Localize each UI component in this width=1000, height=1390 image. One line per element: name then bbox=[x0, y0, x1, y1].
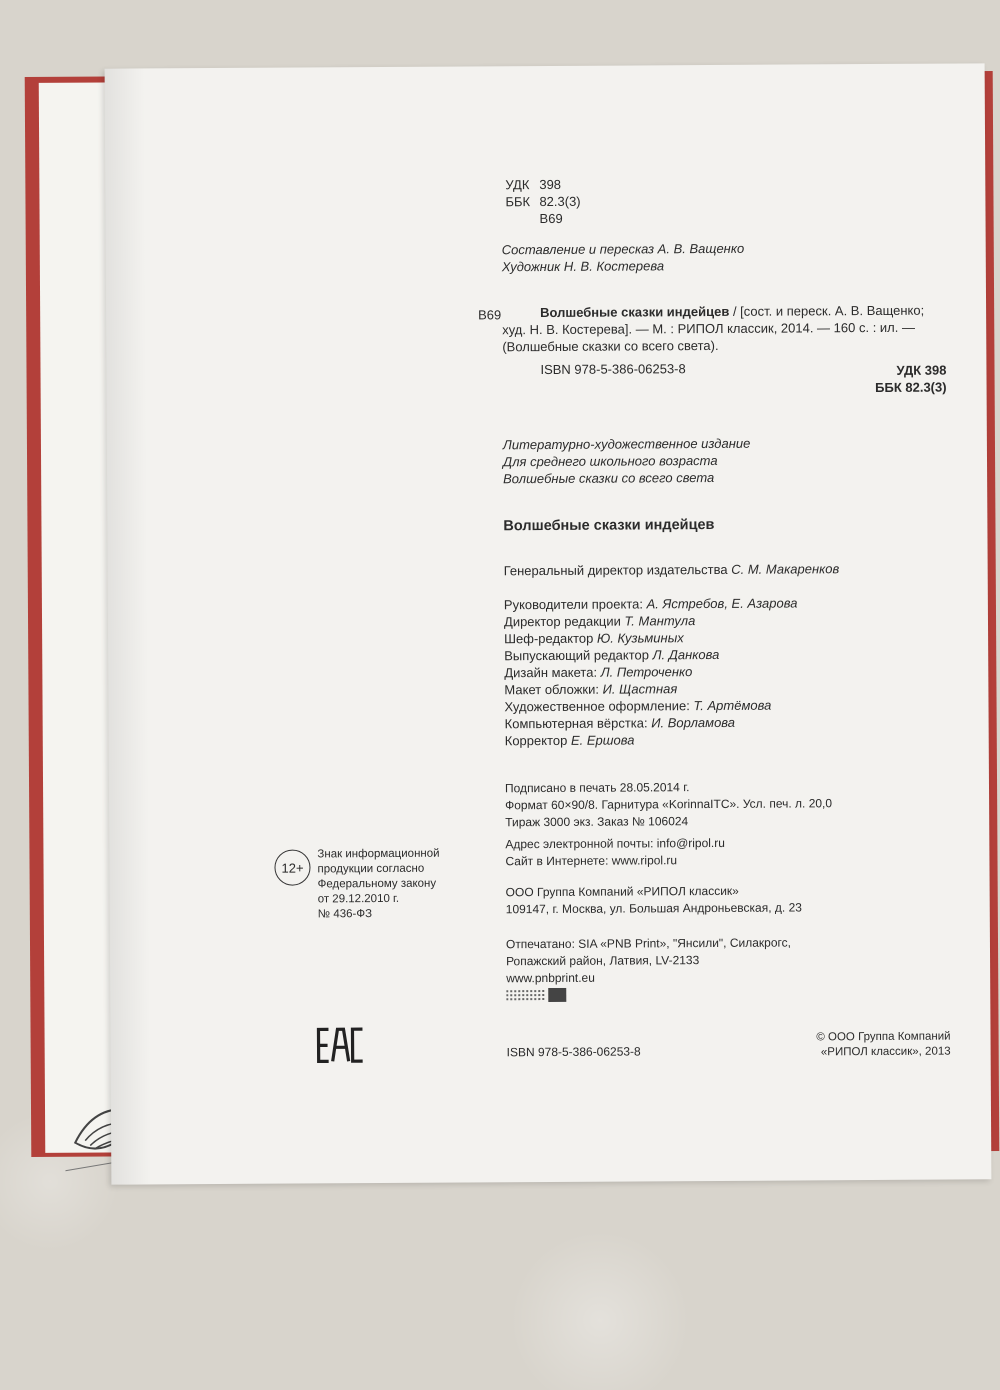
staff-role: Руководители проекта: bbox=[503, 596, 647, 613]
print-line: Подписано в печать 28.05.2014 г. bbox=[504, 780, 690, 796]
catalog-title: Волшебные сказки индейцев bbox=[540, 303, 730, 321]
staff-row bbox=[505, 730, 799, 749]
staff-row bbox=[505, 713, 799, 732]
bottom-isbn: ISBN 978-5-386-06253-8 bbox=[506, 1044, 641, 1060]
age-rating-text bbox=[317, 847, 440, 923]
contact-line: Сайт в Интернете: www.ripol.ru bbox=[505, 853, 678, 869]
staff-row bbox=[504, 679, 798, 698]
imprint-page bbox=[105, 63, 992, 1184]
catalog-udk-right bbox=[836, 362, 946, 397]
udk-right: УДК 398 bbox=[896, 362, 947, 378]
staff-role: Выпускающий редактор bbox=[504, 647, 653, 664]
staff-row bbox=[504, 662, 798, 681]
age-rating-line: № 436-ФЗ bbox=[317, 908, 373, 921]
age-rating-line: Знак информационной bbox=[317, 847, 440, 861]
printer-line: Ропажский район, Латвия, LV-2133 bbox=[506, 953, 700, 969]
copyright-line: «РИПОЛ классик», 2013 bbox=[820, 1045, 951, 1059]
staff-row bbox=[504, 594, 798, 613]
print-line: Формат 60×90/8. Гарнитура «KorinnaITC». Усл. печ. л. 20,0 bbox=[505, 796, 833, 813]
age-rating-badge: 12+ bbox=[274, 849, 310, 885]
bbk-label: ББК bbox=[505, 194, 531, 210]
staff-list bbox=[504, 594, 798, 749]
contact-line: Адрес электронной почты: info@ripol.ru bbox=[505, 835, 725, 852]
udk-value: 398 bbox=[539, 176, 562, 193]
staff-role: Шеф-редактор bbox=[504, 630, 598, 647]
staff-role: Компьютерная вёрстка: bbox=[504, 715, 652, 732]
edition-line: Волшебные сказки со всего света bbox=[503, 469, 715, 487]
print-info bbox=[505, 778, 832, 831]
pnb-print-logo-icon bbox=[506, 988, 568, 1006]
publisher bbox=[506, 882, 802, 918]
eac-mark-icon bbox=[316, 1025, 364, 1065]
staff-name: А. Ястребов, Е. Азарова bbox=[646, 595, 798, 612]
age-rating-line: продукции согласно bbox=[317, 862, 425, 876]
staff-role: Директор редакции bbox=[503, 613, 625, 630]
staff-row bbox=[504, 628, 798, 647]
publisher-line: ООО Группа Компаний «РИПОЛ классик» bbox=[505, 883, 739, 900]
staff-role: Дизайн макета: bbox=[504, 664, 601, 681]
printer-line: www.pnbprint.eu bbox=[506, 970, 595, 986]
contacts bbox=[505, 835, 725, 870]
credit-line: Составление и пересказ А. В. Ващенко bbox=[501, 240, 745, 258]
catalog-isbn: ISBN 978-5-386-06253-8 bbox=[540, 361, 686, 378]
staff-name: Т. Артёмова bbox=[693, 697, 772, 714]
credit-line: Художник Н. В. Костерева bbox=[501, 258, 665, 275]
staff-role: Художественное оформление: bbox=[504, 698, 694, 715]
edition-line: Литературно-художественное издание bbox=[502, 435, 751, 453]
catalog-line3: (Волшебные сказки со всего света). bbox=[502, 337, 719, 355]
age-rating-line: Федеральному закону bbox=[317, 877, 437, 891]
general-director-name: С. М. Макаренков bbox=[731, 561, 840, 577]
staff-row bbox=[504, 696, 798, 715]
udk-block bbox=[505, 176, 581, 227]
catalog-line1: / [сост. и переск. А. В. Ващенко; bbox=[729, 302, 925, 319]
udk-label: УДК bbox=[505, 177, 530, 193]
catalog-line2: худ. Н. В. Костерева]. — М. : РИПОЛ классик, 2014. — 160 с. : ил. — bbox=[502, 319, 916, 338]
general-director-label: Генеральный директор издательства bbox=[503, 561, 732, 579]
staff-row bbox=[504, 645, 798, 664]
staff-name: Е. Ершова bbox=[570, 732, 635, 748]
book-title: Волшебные сказки индейцев bbox=[503, 516, 715, 535]
edition-info bbox=[503, 435, 751, 488]
staff-name: Л. Петроченко bbox=[600, 664, 693, 680]
author-mark: В69 bbox=[539, 210, 563, 227]
copyright-line: © ООО Группа Компаний bbox=[816, 1030, 951, 1044]
copyright bbox=[800, 1030, 950, 1061]
general-director bbox=[504, 560, 840, 579]
staff-name: Т. Мантула bbox=[624, 613, 696, 629]
bbk-right: ББК 82.3(3) bbox=[875, 379, 947, 395]
printer-line: Отпечатано: SIA «PNB Print», "Янсили", Силакрогс, bbox=[505, 935, 791, 952]
credits-block bbox=[502, 240, 745, 275]
staff-name: И. Щастная bbox=[602, 681, 678, 697]
catalog-mark: В69 bbox=[478, 307, 502, 323]
staff-row bbox=[504, 611, 798, 630]
staff-name: Ю. Кузьминых bbox=[596, 630, 684, 646]
printer bbox=[506, 935, 791, 988]
staff-name: Л. Данкова bbox=[652, 646, 720, 663]
age-rating-line: от 29.12.2010 г. bbox=[317, 892, 400, 906]
staff-role: Макет обложки: bbox=[504, 681, 603, 698]
print-line: Тираж 3000 экз. Заказ № 106024 bbox=[505, 814, 689, 830]
bbk-value: 82.3(3) bbox=[539, 193, 581, 210]
edition-line: Для среднего школьного возраста bbox=[502, 452, 718, 470]
staff-role: Корректор bbox=[504, 732, 571, 749]
page-gutter-shadow bbox=[105, 68, 152, 1184]
publisher-line: 109147, г. Москва, ул. Большая Андроньевская, д. 23 bbox=[505, 900, 802, 917]
staff-name: И. Ворламова bbox=[651, 714, 736, 731]
